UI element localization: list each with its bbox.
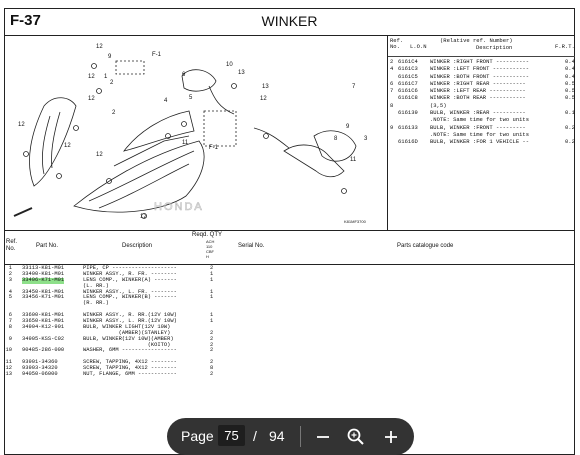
ref-panel-row — [388, 73, 575, 80]
ref-panel-lon: 6161C3 — [398, 65, 418, 73]
figure-title: WINKER — [261, 13, 318, 29]
part-number: 33406-K71-M01 — [22, 276, 65, 283]
ref-panel-lon: 6161C7 — [398, 79, 418, 87]
labor-ref-panel — [388, 36, 575, 231]
part-description: WASHER, 6MM ----------------- — [83, 347, 177, 354]
ref-no: 9 — [8, 335, 12, 342]
part-number: 90485-286-000 — [22, 347, 65, 354]
part-qty: 1 — [210, 294, 214, 301]
page-number-input[interactable]: 75 — [218, 425, 245, 446]
part-description: (R. RR.) — [83, 300, 109, 307]
parts-list — [4, 266, 575, 378]
callout-12a: 12 — [96, 44, 103, 50]
ref-panel-desc: WINKER :RIGHT FRONT ---------- — [430, 58, 530, 65]
ref-panel-row — [388, 102, 575, 109]
ref-panel-col-rel: (Relative ref. Number) — [440, 37, 513, 44]
ref-panel-lon: 616133 — [398, 123, 418, 131]
ref-panel-frt: 0.4 — [565, 65, 575, 73]
callout-13a: 13 — [238, 70, 245, 76]
ref-panel-frt: 0.5 — [565, 79, 575, 87]
ref-panel-desc: WINKER :BOTH REAR ----------- — [430, 94, 526, 102]
callout-10: 10 — [226, 62, 233, 68]
ref-no: 10 — [5, 347, 12, 354]
ref-panel-frt: 0.5 — [565, 87, 575, 95]
ref-no: 7 — [8, 318, 12, 325]
callout-3: 3 — [364, 136, 368, 142]
ref-panel-desc: WINKER :RIGHT REAR ---------- — [430, 79, 526, 87]
ref-no: 4 — [8, 288, 12, 295]
part-number: 33456-K71-M01 — [22, 294, 65, 301]
ref-panel-desc: BULB, WINKER :FRONT --------- — [430, 123, 526, 131]
ref-no: 12 — [5, 365, 12, 372]
col-model-codes: ACH 110 CBF H — [206, 239, 215, 259]
figure-header — [4, 8, 575, 36]
part-qty: 1 — [210, 312, 214, 319]
callout-4: 4 — [164, 98, 168, 104]
parts-list-header — [4, 231, 575, 265]
ref-panel-lon: 6161C8 — [398, 94, 418, 102]
part-description: SCREW, TAPPING, 4X12 -------- — [83, 365, 177, 372]
part-number: 33113-K81-M01 — [22, 265, 65, 271]
ref-no: 8 — [8, 323, 12, 330]
part-qty: 2 — [210, 347, 214, 354]
ref-panel-rows — [388, 58, 575, 146]
ref-panel-col-frt: F.R.T. — [555, 43, 575, 50]
exploded-diagram — [4, 36, 388, 231]
frame-label-f1b: F-1 — [209, 145, 218, 151]
ref-no: 6 — [8, 312, 12, 319]
callout-2: 2 — [110, 80, 114, 86]
figure-code: F-37 — [10, 12, 41, 29]
diagram-drawing — [4, 36, 388, 231]
ref-panel-desc: .NOTE: Same time for two units — [430, 130, 530, 138]
part-description: LENS COMP., WINKER(B) ------- — [83, 294, 177, 301]
callout-7: 7 — [352, 84, 356, 90]
callout-12c: 12 — [88, 96, 95, 102]
part-qty: 2 — [210, 265, 214, 271]
part-description: WINKER ASSY., R. RR.(12V 10W) — [83, 312, 177, 319]
part-qty: 2 — [210, 335, 214, 342]
ref-panel-row — [388, 94, 575, 101]
ref-no: 3 — [8, 276, 12, 283]
col-serial-no: Serial No. — [238, 243, 265, 249]
table-row[interactable] — [4, 372, 575, 378]
ref-panel-frt: 0.1 — [565, 109, 575, 117]
ref-panel-lon: 61616D — [398, 138, 418, 146]
ref-panel-desc: (3,5) — [430, 101, 447, 109]
callout-11: 11 — [182, 140, 189, 146]
ref-panel-ref: 6 — [390, 79, 394, 87]
ref-panel-row — [388, 87, 575, 94]
ref-panel-row — [388, 65, 575, 72]
part-description: (L. RR.) — [83, 282, 109, 289]
ref-no: 11 — [5, 359, 12, 366]
part-number: 33600-K81-M01 — [22, 312, 65, 319]
part-description: WINKER ASSY., L. FR. -------- — [83, 288, 177, 295]
part-qty: 1 — [210, 270, 214, 277]
callout-13b: 13 — [262, 84, 269, 90]
callout-8: 8 — [334, 136, 338, 142]
part-description: WINKER ASSY., R. FR. -------- — [83, 270, 177, 277]
ref-panel-frt: 0.4 — [565, 72, 575, 80]
part-number: 33400-K81-M01 — [22, 270, 65, 277]
page-total: 94 — [269, 428, 285, 444]
ref-panel-lon: 6161C4 — [398, 58, 418, 65]
figure-ref-code: K81MF3700 — [344, 219, 366, 224]
plus-icon — [378, 424, 404, 450]
col-ref-no: Ref. No. — [6, 239, 18, 253]
callout-9a: 9 — [108, 54, 112, 60]
callout-5: 5 — [189, 95, 193, 101]
ref-panel-frt: 0.4 — [565, 58, 575, 65]
ref-no: 13 — [5, 371, 12, 378]
part-description: (AMBER)(STANLEY) — [83, 329, 171, 336]
ref-panel-row — [388, 131, 575, 138]
part-qty: 2 — [210, 371, 214, 378]
part-qty: 2 — [210, 341, 214, 348]
dashed-frame — [204, 111, 236, 146]
ref-panel-row — [388, 138, 575, 145]
part-description: NUT, FLANGE, 6MM ------------ — [83, 371, 177, 378]
col-catalogue-code: Parts catalogue code — [397, 243, 454, 249]
page-separator: / — [253, 428, 257, 444]
ref-panel-ref: 4 — [390, 65, 394, 73]
ref-panel-desc: WINKER :BOTH FRONT ----------- — [430, 72, 530, 80]
part-description: LENS COMP., WINKER(A) ------- — [83, 276, 177, 283]
ref-panel-col-desc: Description — [476, 44, 513, 51]
ref-panel-ref: 7 — [390, 87, 394, 95]
callout-9b: 9 — [346, 124, 350, 130]
part-qty: 1 — [210, 318, 214, 325]
ref-panel-desc: WINKER :LEFT FRONT ----------- — [430, 65, 530, 73]
rear-winker-top-shape — [182, 70, 216, 91]
ref-panel-desc: WINKER :LEFT REAR ----------- — [430, 87, 526, 95]
col-reqd-qty: Reqd. QTY — [192, 232, 223, 238]
part-qty: 1 — [210, 288, 214, 295]
part-description: BULB, WINKER(12V 10W)(AMBER) — [83, 335, 174, 342]
ref-panel-col-ref: Ref. No. — [390, 37, 404, 51]
callout-2b: 2 — [112, 110, 116, 116]
ref-panel-lon: 6161C6 — [398, 87, 418, 95]
ref-panel-ref: 9 — [390, 123, 394, 131]
part-description: PIPE, CP -------------------- — [83, 265, 177, 271]
toolbar-divider — [300, 426, 301, 447]
fit-zoom-button[interactable] — [343, 424, 369, 450]
ref-panel-frt: 0.5 — [565, 94, 575, 102]
magnifier-icon — [343, 424, 369, 450]
part-number: 94050-06000 — [22, 371, 58, 378]
callout-6: 6 — [182, 72, 186, 78]
ref-panel-desc: .NOTE: Same time for two units — [430, 116, 530, 124]
frame-label-f1: F-1 — [152, 52, 161, 58]
ref-panel-row — [388, 80, 575, 87]
part-qty: 2 — [210, 359, 214, 366]
ref-panel-lon: 616139 — [398, 109, 418, 117]
page-toolbar — [167, 418, 414, 455]
part-description: (KOITO) — [83, 341, 171, 348]
ref-no: 1 — [8, 265, 12, 271]
callout-12d: 12 — [18, 122, 25, 128]
zoom-in-button[interactable] — [378, 424, 404, 450]
part-number: 34905-KSS-C02 — [22, 335, 65, 342]
callout-12b: 12 — [88, 74, 95, 80]
callout-12h: 12 — [140, 214, 147, 220]
part-description: BULB, WINKER LIGHT(12V 10W) — [83, 323, 171, 330]
zoom-out-button[interactable] — [310, 424, 336, 450]
part-qty: 2 — [210, 329, 214, 336]
callout-12g: 12 — [260, 96, 267, 102]
part-number: 93903-34320 — [22, 365, 58, 372]
part-description: SCREW, TAPPING, 4X12 -------- — [83, 359, 177, 366]
part-qty: 1 — [210, 276, 214, 283]
ref-panel-lon: 6161C5 — [398, 72, 418, 80]
brand-watermark: HONDA — [154, 201, 204, 213]
ref-panel-desc: BULB, WINKER :FOR 1 VEHICLE -- — [430, 138, 530, 146]
callout-12f: 12 — [96, 152, 103, 158]
ref-panel-ref: 2 — [390, 58, 394, 65]
minus-icon — [310, 424, 336, 450]
callout-11b: 11 — [350, 157, 357, 163]
part-description: WINKER ASSY., L. RR.(12V 10W) — [83, 318, 177, 325]
ref-no: 5 — [8, 294, 12, 301]
ref-panel-header — [388, 38, 575, 57]
rear-winker-body-shape — [284, 145, 344, 177]
col-part-no: Part No. — [36, 243, 59, 249]
part-number: 93901-34360 — [22, 359, 58, 366]
col-description: Description — [122, 243, 153, 249]
part-number: 33650-K81-M01 — [22, 318, 65, 325]
ref-panel-row — [388, 124, 575, 131]
ref-panel-row — [388, 58, 575, 65]
ref-panel-row — [388, 116, 575, 123]
callout-1: 1 — [104, 74, 108, 80]
part-qty: 8 — [210, 365, 214, 372]
ref-panel-col-lon: L.O.N — [410, 43, 427, 50]
part-number: 34904-K12-901 — [22, 323, 65, 330]
part-number: 33450-K81-M01 — [22, 288, 65, 295]
ref-panel-ref: 8 — [390, 101, 394, 109]
ref-no: 2 — [8, 270, 12, 277]
ref-panel-desc: BULB, WINKER :REAR ---------- — [430, 109, 526, 117]
ref-panel-frt: 0.2 — [565, 123, 575, 131]
ref-panel-row — [388, 109, 575, 116]
callout-12e: 12 — [64, 143, 71, 149]
page-label: Page — [181, 428, 214, 444]
ref-panel-frt: 0.2 — [565, 138, 575, 146]
